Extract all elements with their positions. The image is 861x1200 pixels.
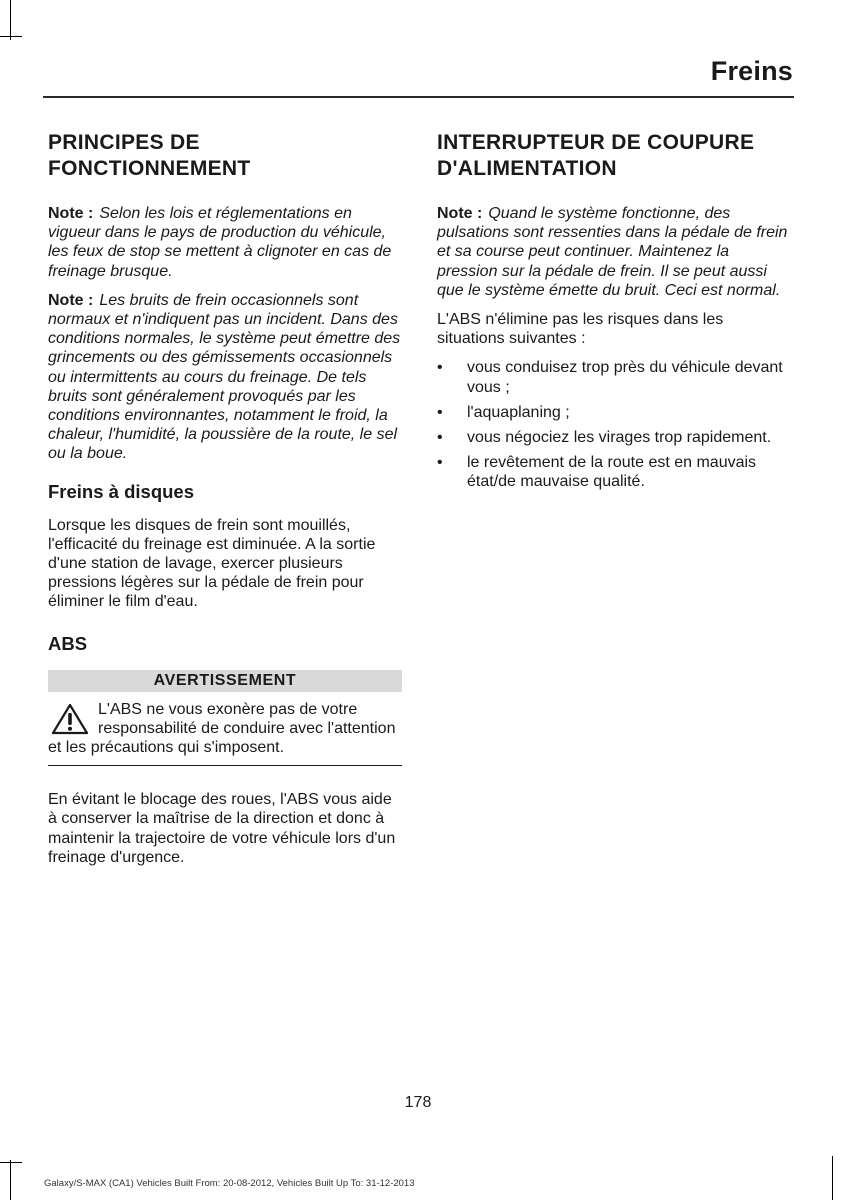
left-column xyxy=(48,130,402,877)
crop-mark-top-left xyxy=(10,0,11,40)
abs-limitations-intro: L'ABS n'élimine pas les risques dans les situations suivantes : xyxy=(437,311,724,348)
section-title-principes: PRINCIPES DE FONCTIONNEMENT xyxy=(48,131,251,180)
warning-header: AVERTISSEMENT xyxy=(48,670,402,692)
right-column xyxy=(437,130,793,498)
crop-mark-top-left-h xyxy=(0,36,22,37)
list-item-text: l'aquaplaning ; xyxy=(467,403,570,421)
list-item-text: le revêtement de la route est en mauvais état/de mauvaise qualité. xyxy=(467,454,757,491)
note-brake-lights xyxy=(48,204,402,281)
note-text: Selon les lois et réglementations en vigueur dans le pays de production du véhicule, les feux de stop se mettent à clignoter en cas de freinage brusque. xyxy=(48,205,392,280)
title-rule xyxy=(43,96,794,98)
disc-brakes-text: Lorsque les disques de frein sont mouillés, l'efficacité du freinage est diminuée. A la sortie d'une station de lavage, exercer plusieurs pressions légères sur la pédale de frein pour éliminer le film d'eau. xyxy=(48,516,376,611)
section-title-interrupteur: INTERRUPTEUR DE COUPURE D'ALIMENTATION xyxy=(437,131,755,180)
crop-mark-bottom-left-h xyxy=(0,1162,22,1163)
list-item xyxy=(437,453,793,491)
subsection-title-disc-brakes: Freins à disques xyxy=(48,480,194,502)
abs-limitations-list xyxy=(437,358,793,491)
crop-mark-bottom-left xyxy=(10,1160,11,1200)
subsection-title-abs: ABS xyxy=(48,632,88,654)
warning-box xyxy=(48,670,402,767)
warning-triangle-icon xyxy=(50,702,90,736)
abs-description: En évitant le blocage des roues, l'ABS vous aide à conserver la maîtrise de la direction et donc à maintenir la trajectoire de votre véhicule lors d'un freinage d'urgence. xyxy=(48,791,396,866)
note-label: Note : xyxy=(48,205,94,222)
bullet-icon: • xyxy=(437,359,443,377)
note-abs-pulsations xyxy=(437,204,793,300)
page-number: 178 xyxy=(404,1094,432,1111)
list-item-text: vous négociez les virages trop rapidement. xyxy=(467,429,772,447)
list-item xyxy=(437,403,793,422)
note-label: Note : xyxy=(437,205,483,222)
crop-mark-bottom-right xyxy=(832,1156,833,1200)
warning-body xyxy=(48,692,402,767)
list-item xyxy=(437,428,793,447)
bullet-icon: • xyxy=(437,429,443,447)
note-label: Note : xyxy=(48,291,94,309)
footer-vehicle-info: Galaxy/S-MAX (CA1) Vehicles Built From: 20-08-2012, Vehicles Built Up To: 31-12-2013 xyxy=(44,1178,415,1189)
note-brake-noise xyxy=(48,291,402,464)
list-item-text: vous conduisez trop près du véhicule devant vous ; xyxy=(467,359,783,396)
warning-text: L'ABS ne vous exonère pas de votre responsabilité de conduire avec l'attention et les précautions qui s'imposent. xyxy=(48,700,396,757)
list-item xyxy=(437,358,793,396)
bullet-icon: • xyxy=(437,403,443,421)
note-text: Quand le système fonctionne, des pulsations sont ressenties dans la pédale de frein et sa course peut continuer. Maintenez la pression sur la pédale de frein. Il se peut aussi que le système émette du bruit. Ceci est normal. xyxy=(437,205,788,299)
bullet-icon: • xyxy=(437,454,443,472)
note-text: Les bruits de frein occasionnels sont normaux et n'indiquent pas un incident. Dans des conditions normales, le système peut émettre des grincements ou des gémissements occasionnels ou intermittents au cours du freinage. De tels bruits sont généralement provoqués par les conditions environnantes, notamment le froid, la chaleur, l'humidité, la poussière de la route, le sel ou la boue. xyxy=(48,291,401,463)
page-title: Freins xyxy=(710,56,793,86)
